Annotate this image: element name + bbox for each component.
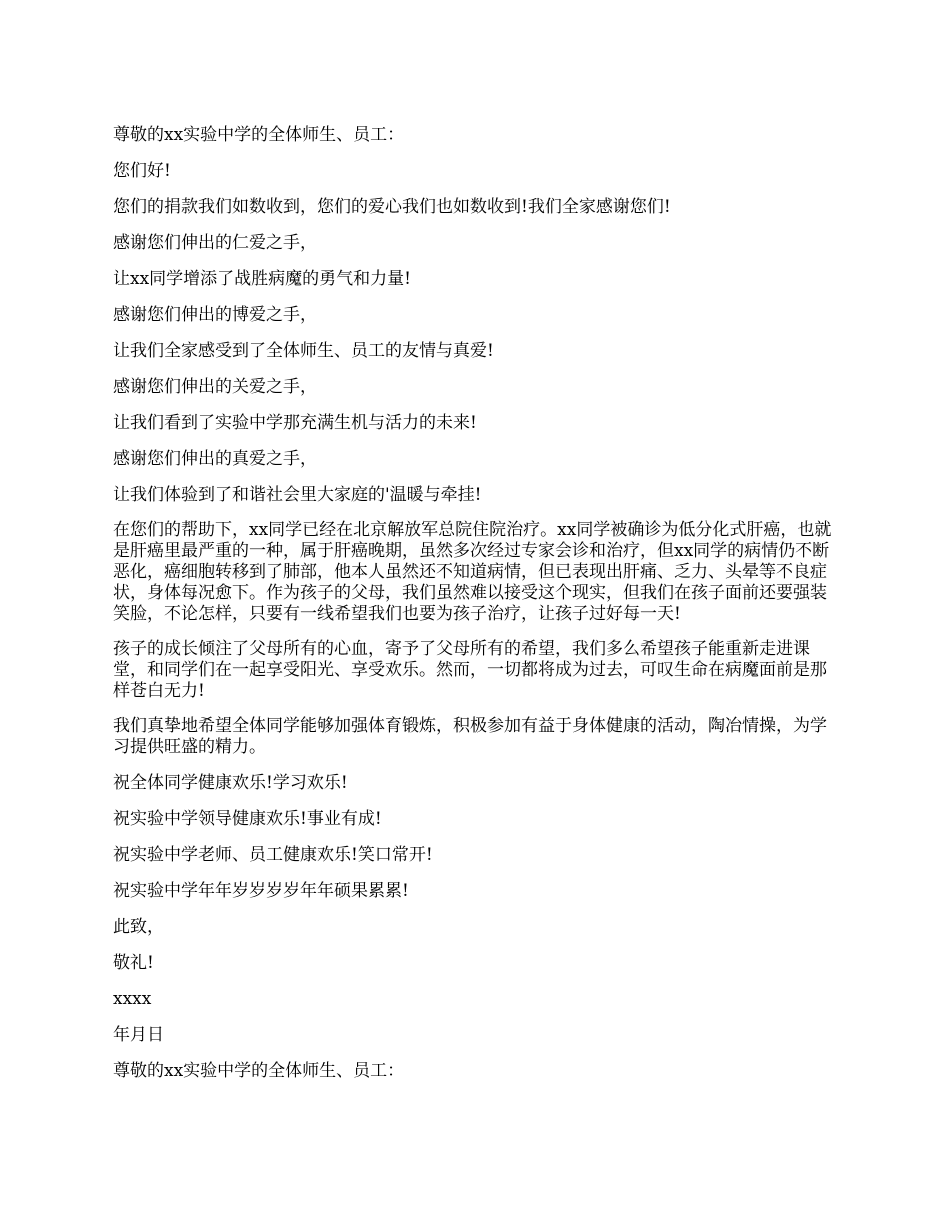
signature: xxxx (113, 989, 152, 1009)
greeting: 您们好! (113, 161, 171, 181)
paragraph-hope: 孩子的成长倾注了父母所有的心血，寄予了父母所有的希望，我们多么希望孩子能重新走进课堂，和同学们在一起享受阳光、享受欢乐。然而，一切都将成为过去，可叹生命在病魔面前是那样苍白无力! (113, 639, 827, 701)
paragraph-thanks-2b: 让我们全家感受到了全体师生、员工的友情与真爱! (113, 341, 494, 361)
salutation: 尊敬的xx实验中学的全体师生、员工： (113, 125, 405, 145)
blessing-school: 祝实验中学年年岁岁岁岁年年硕果累累! (113, 881, 409, 901)
salutation-repeat: 尊敬的xx实验中学的全体师生、员工： (113, 1061, 405, 1081)
paragraph-donation-thanks: 您们的捐款我们如数收到，您们的爱心我们也如数收到!我们全家感谢您们! (113, 197, 671, 217)
paragraph-condition: 在您们的帮助下，xx同学已经在北京解放军总院住院治疗。xx同学被确诊为低分化式肝癌，也就是肝癌里最严重的一种，属于肝癌晚期，虽然多次经过专家会诊和治疗，但xx同学的病情仍不断恶化，癌细胞转移到了肺部，他本人虽然还不知道病情，但已表现出肝痛、乏力、头晕等不良症状，身体每况愈下。作为孩子的父母，我们虽然难以接受这个现实，但我们在孩子面前还要强装笑脸，不论怎样，只要有一线希望我们也要为孩子治疗，让孩子过好每一天! (113, 520, 832, 624)
paragraph-thanks-3b: 让我们看到了实验中学那充满生机与活力的未来! (113, 413, 477, 433)
date-line: 年月日 (113, 1025, 164, 1045)
paragraph-wish-exercise: 我们真挚地希望全体同学能够加强体育锻炼，积极参加有益于身体健康的活动，陶冶情操，为学习提供旺盛的精力。 (113, 716, 827, 757)
paragraph-thanks-1: 感谢您们伸出的仁爱之手， (113, 233, 317, 253)
blessing-students: 祝全体同学健康欢乐!学习欢乐! (113, 773, 348, 793)
blessing-teachers: 祝实验中学老师、员工健康欢乐!笑口常开! (113, 845, 433, 865)
letter-body (113, 124, 841, 1096)
paragraph-thanks-2: 感谢您们伸出的博爱之手， (113, 305, 317, 325)
paragraph-thanks-1b: 让xx同学增添了战胜病魔的勇气和力量! (113, 269, 412, 289)
closing: 此致， (113, 917, 164, 937)
blessing-leaders: 祝实验中学领导健康欢乐!事业有成! (113, 809, 382, 829)
salute: 敬礼! (113, 953, 154, 973)
paragraph-thanks-4b: 让我们体验到了和谐社会里大家庭的'温暖与牵挂! (113, 485, 482, 505)
paragraph-thanks-4: 感谢您们伸出的真爱之手， (113, 449, 317, 469)
paragraph-thanks-3: 感谢您们伸出的关爱之手， (113, 377, 317, 397)
